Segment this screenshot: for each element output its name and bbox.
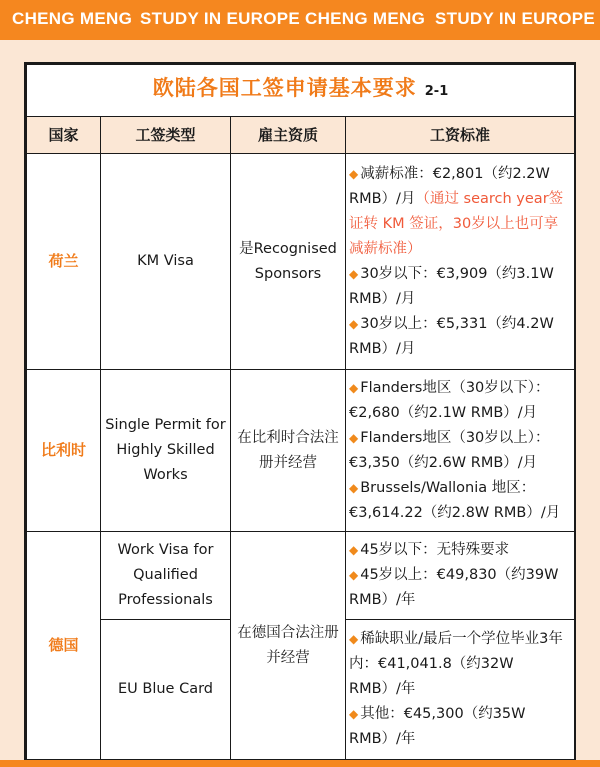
table-title-cell (27, 65, 575, 117)
salary-text: 30岁以下：€3,909（约3.1W RMB）/月 (349, 265, 554, 307)
header-row (27, 116, 575, 154)
requirements-card (24, 62, 576, 762)
salary-text: Flanders地区（30岁以下）：€2,680（约2.1W RMB）/月 (349, 379, 550, 421)
diamond-icon: ◆ (349, 380, 359, 395)
diamond-icon: ◆ (349, 631, 359, 646)
salary-text: 稀缺职业/最后一个学位毕业3年内：€41,041.8（约32W RMB）/年 (349, 630, 563, 697)
salary-item (349, 476, 570, 526)
table-row (27, 154, 575, 369)
salary-text: 45岁以上：€49,830（约39W RMB）/年 (349, 567, 559, 609)
banner-text: STUDY IN EUROPE (435, 9, 596, 28)
diamond-icon: ◆ (349, 543, 359, 558)
banner-text: CHENG MENG (305, 9, 426, 28)
salary-cell (346, 619, 575, 759)
requirements-table (26, 64, 575, 760)
salary-item (349, 702, 570, 752)
salary-item (349, 262, 570, 312)
salary-text: 减薪标准：€2,801（约2.2W RMB）/月 (349, 165, 550, 207)
bottom-strip (0, 760, 600, 767)
header-visa-type: 工签类型 (101, 116, 231, 154)
table-row (27, 532, 575, 619)
salary-note: （通过 search year签证转 KM 签证，30岁以上也可享减薪标准） (349, 190, 564, 257)
content-background (0, 40, 600, 760)
employer-cell: 在比利时合法注册并经营 (231, 369, 346, 532)
visa-type-cell: Single Permit for Highly Skilled Works (101, 369, 231, 532)
salary-text: Brussels/Wallonia 地区：€3,614.22（约2.8W RMB）/月 (349, 479, 561, 521)
header-employer: 雇主资质 (231, 116, 346, 154)
page-number: 2-1 (424, 84, 449, 100)
diamond-icon: ◆ (349, 166, 359, 181)
header-country: 国家 (27, 116, 101, 154)
diamond-icon: ◆ (349, 316, 359, 331)
banner-text: STUDY IN EUROPE (140, 9, 301, 28)
country-cell: 荷兰 (27, 154, 101, 369)
header-salary: 工资标准 (346, 116, 575, 154)
visa-type-cell: KM Visa (101, 154, 231, 369)
salary-text: 30岁以上：€5,331（约4.2W RMB）/月 (349, 315, 554, 357)
salary-text: 其他：€45,300（约35W RMB）/年 (349, 705, 526, 747)
visa-type-cell: Work Visa for Qualified Professionals (101, 532, 231, 619)
diamond-icon: ◆ (349, 430, 359, 445)
title-row (27, 65, 575, 117)
salary-item (349, 538, 570, 563)
diamond-icon: ◆ (349, 706, 359, 721)
country-cell: 德国 (27, 532, 101, 760)
visa-type-cell: EU Blue Card (101, 619, 231, 759)
salary-cell (346, 154, 575, 369)
salary-item (349, 312, 570, 362)
salary-item (349, 162, 570, 262)
table-title: 欧陆各国工签申请基本要求 (152, 76, 417, 101)
employer-cell: 在德国合法注册并经营 (231, 532, 346, 760)
diamond-icon: ◆ (349, 266, 359, 281)
banner-text: CHENG MENG (12, 9, 133, 28)
salary-item (349, 426, 570, 476)
salary-item (349, 627, 570, 702)
diamond-icon: ◆ (349, 568, 359, 583)
table-row (27, 369, 575, 532)
salary-text: 45岁以下：无特殊要求 (360, 542, 510, 559)
top-banner (0, 0, 600, 40)
salary-item (349, 563, 570, 613)
employer-cell: 是Recognised Sponsors (231, 154, 346, 369)
salary-text: Flanders地区（30岁以上）：€3,350（约2.6W RMB）/月 (349, 429, 550, 471)
diamond-icon: ◆ (349, 480, 359, 495)
salary-cell (346, 369, 575, 532)
salary-item (349, 376, 570, 426)
salary-cell (346, 532, 575, 619)
country-cell: 比利时 (27, 369, 101, 532)
